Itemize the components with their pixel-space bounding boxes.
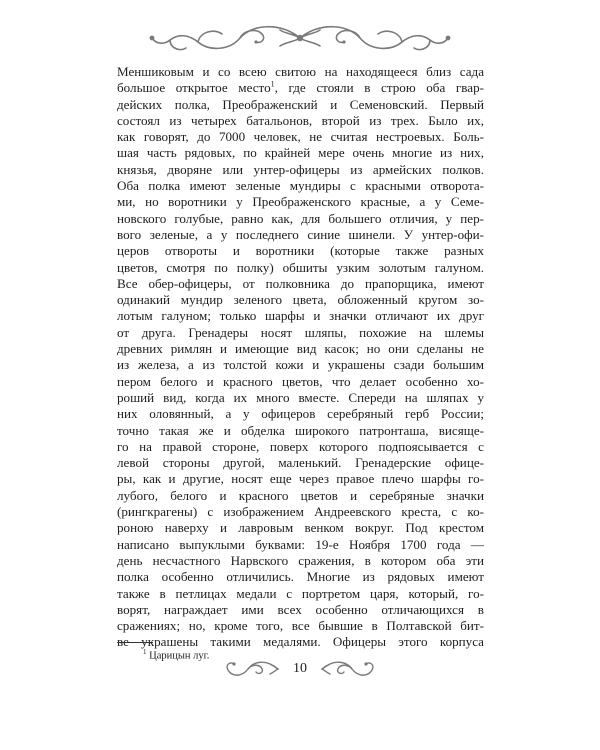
- text-line: как говорят, до 7000 человек, не считая нестроевых. Боль-: [117, 129, 484, 145]
- text-line: полка особенно отличились. Многие из рядовых имеют: [117, 569, 484, 585]
- text-line: церов отвороты и воротники (которые также разных: [117, 243, 484, 259]
- text-line: лотым галуном; только шарфы и значки отличают их друг: [117, 308, 484, 324]
- text-line: точно такая же и обделка широкого патронташа, висяще-: [117, 422, 484, 438]
- text-line: (рингкрагены) с изображением Андреевского креста, с ко-: [117, 504, 484, 520]
- text-line: них оловянный, а у офицеров серебряный герб России;: [117, 406, 484, 422]
- text-line: ры, как и другие, носят еще через правое плечо шарфы го-: [117, 471, 484, 487]
- text-line: из железа, а из толстой кожи и украшены сзади большим: [117, 357, 484, 373]
- text-line: день несчастного Нарвского сражения, в котором оба эти: [117, 552, 484, 568]
- ornament-small-right-icon: [320, 656, 380, 682]
- text-line: левой стороны другой, маленький. Гренадерские офице-: [117, 455, 484, 471]
- footnote: [143, 648, 209, 662]
- text-line: ве украшены такими медалями. Офицеры этого корпуса: [117, 634, 484, 650]
- ornament-flourish-icon: [140, 18, 460, 58]
- text-line: роною наверху и лавровым венком вокруг. Под крестом: [117, 520, 484, 536]
- text-line: также в петлицах медали с портретом царя, который, го-: [117, 585, 484, 601]
- text-line: состоял из четырех батальонов, второй из трех. Было их,: [117, 112, 484, 128]
- text-line: вого зеленые, а у последнего синие шинели. У унтер-офи-: [117, 226, 484, 242]
- text-line: го на правой стороне, поверх которого подпоясывается с: [117, 438, 484, 454]
- text-line: древних римлян и имеющие вид касок; но они сделаны не: [117, 341, 484, 357]
- text-line: Оба полка имеют зеленые мундиры с красными отворота-: [117, 178, 484, 194]
- text-line: написано выпуклыми буквами: 19-е Ноября 1700 года —: [117, 536, 484, 552]
- footnote-text: Царицын луг.: [149, 650, 210, 662]
- text-line: от друга. Гренадеры носят шляпы, похожие на шлемы: [117, 324, 484, 340]
- text-line: шая часть рядовых, по крайней мере очень многие из них,: [117, 145, 484, 161]
- ornament-small-left-icon: [220, 656, 280, 682]
- text-line: Меншиковым и со всею свитою на находящееся близ сада: [117, 64, 484, 79]
- text-line: одинакий мундир зеленого цвета, обложенный кругом зо-: [117, 292, 484, 308]
- page-number: 10: [293, 661, 307, 676]
- text-line: лубого, белого и красного цветов и серебряные значки: [117, 487, 484, 503]
- text-line: цветов, смотря по полку) обшиты узким золотым галуном.: [117, 259, 484, 275]
- text-line: ми, но воротники у Преображенского красные, а у Семе-: [117, 194, 484, 210]
- footnote-divider: [117, 642, 153, 643]
- text-line-start: большое открытое место: [117, 80, 271, 96]
- body-text: [117, 64, 484, 651]
- footnote-marker: 1: [143, 648, 147, 656]
- text-line: Все обер-офицеры, от полковника до прапорщика, имеют: [117, 275, 484, 291]
- footnote-reference[interactable]: 1: [270, 79, 275, 89]
- text-line: дейских полка, Преображенский и Семеновский. Первый: [117, 96, 484, 112]
- text-line: князья, дворяне или унтер-офицеры из армейских полков.: [117, 161, 484, 177]
- text-line: пером белого и красного цветов, что делает особенно хо-: [117, 373, 484, 389]
- text-line: сражениях; но, кроме того, все бывшие в Полтавской бит-: [117, 618, 484, 634]
- text-line: [117, 80, 484, 96]
- text-line: роший вид, когда их много вместе. Спереди на шляпах у: [117, 389, 484, 405]
- text-line: ворят, награждает ими всех особенно отличающихся в: [117, 601, 484, 617]
- page-footer: [220, 656, 380, 682]
- text-line: новского голубые, равно как, для большего отличия, у пер-: [117, 210, 484, 226]
- text-line-end: , где стояли в строю оба гвар-: [274, 80, 484, 96]
